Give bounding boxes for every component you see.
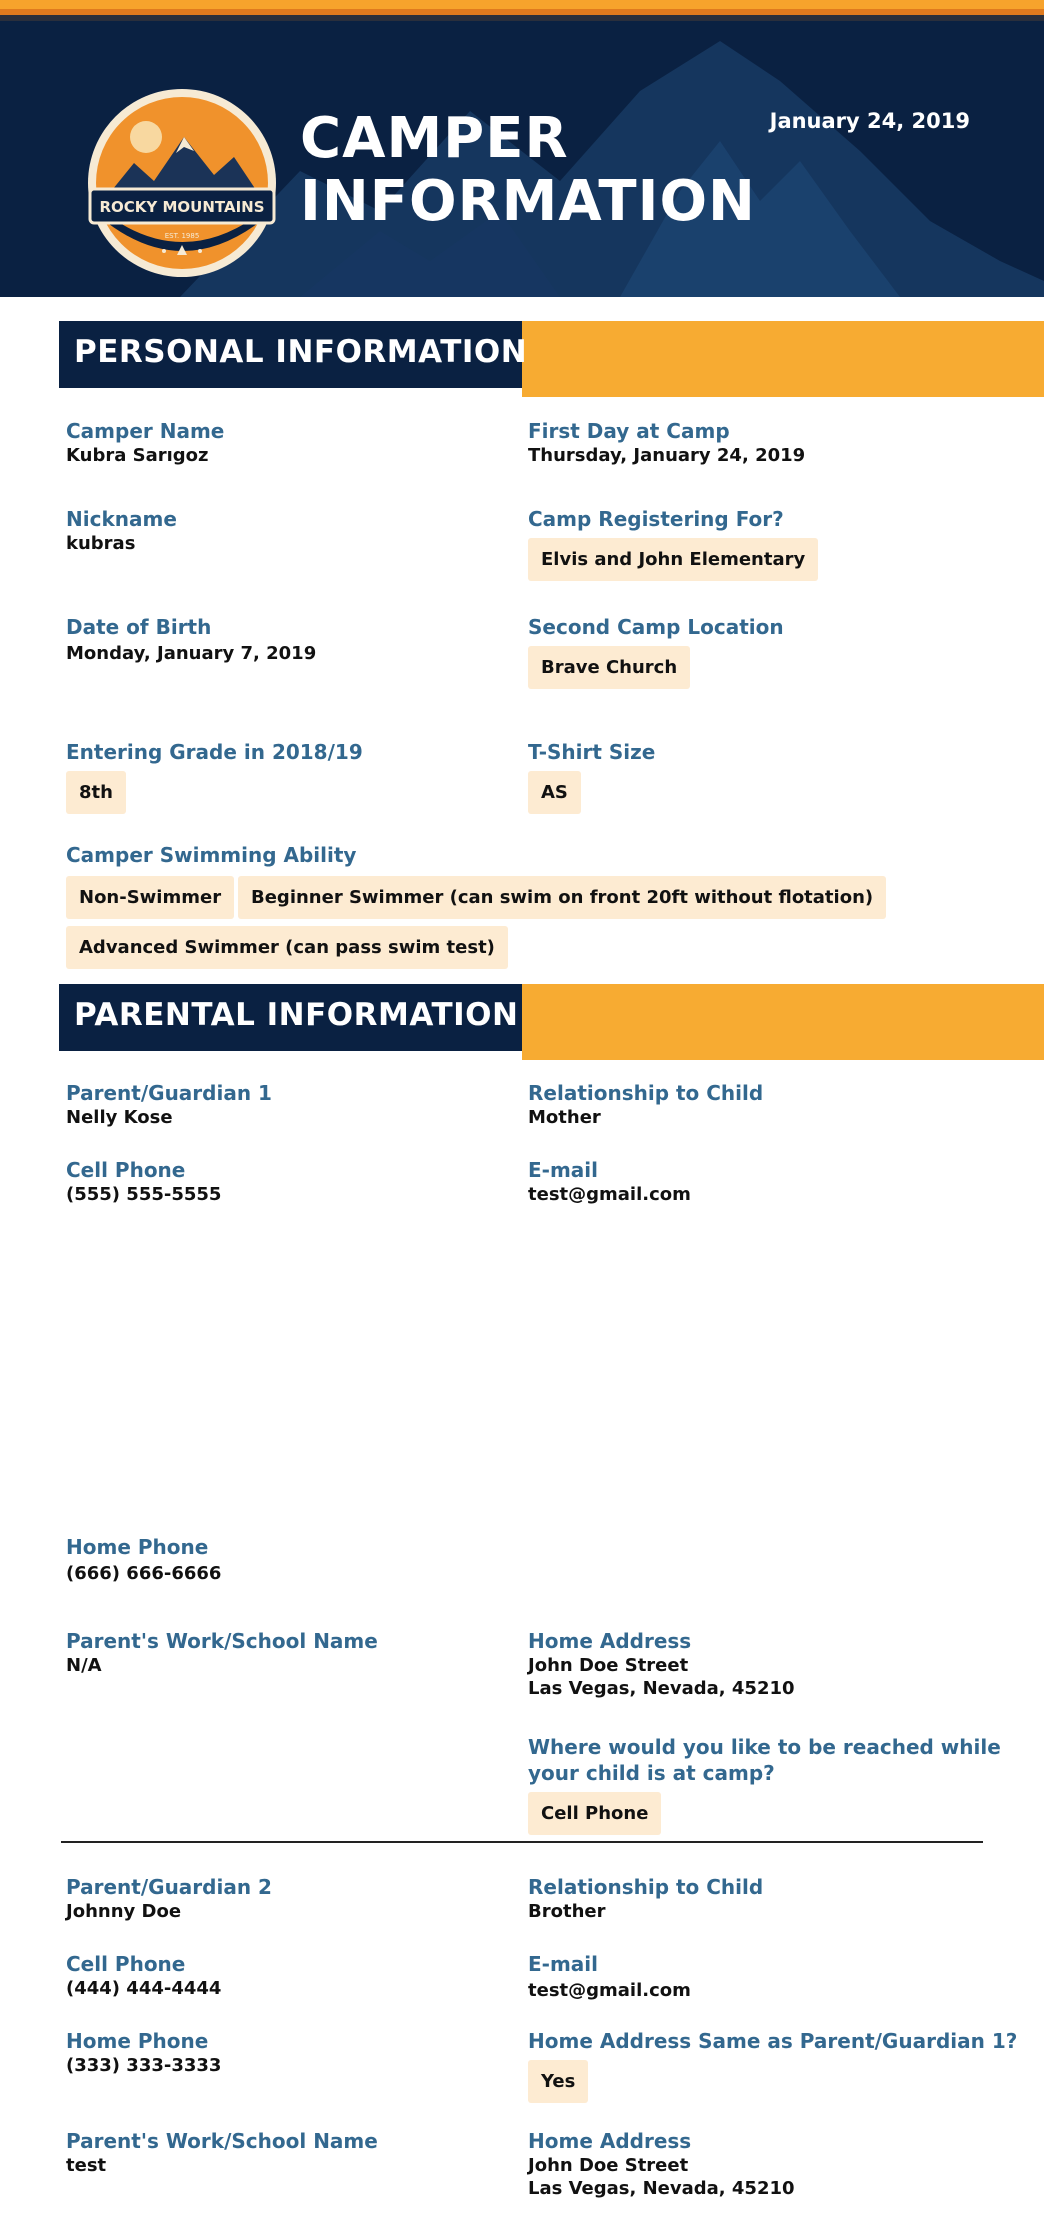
parent2-home-phone-field: Home Phone (333) 333-3333: [66, 2029, 222, 2076]
parent2-email-value: test@gmail.com: [528, 1980, 691, 2001]
title-line-1: CAMPER: [300, 106, 569, 171]
parent2-cell-field: Cell Phone (444) 444-4444: [66, 1952, 222, 1999]
parent1-name-field: Parent/Guardian 1 Nelly Kose: [66, 1081, 272, 1128]
parent1-home-phone-field: Home Phone (666) 666-6666: [66, 1535, 222, 1584]
parent2-name-field: Parent/Guardian 2 Johnny Doe: [66, 1875, 272, 1922]
swim-option-advanced: Advanced Swimmer (can pass swim test): [66, 926, 508, 969]
parent-divider: [61, 1841, 983, 1843]
nickname-value: kubras: [66, 533, 136, 554]
parent2-relationship-field: Relationship to Child Brother: [528, 1875, 764, 1922]
logo-text: ROCKY MOUNTAINS: [99, 198, 265, 216]
grade-field: Entering Grade in 2018/19 8th: [66, 739, 363, 814]
first-day-value: Thursday, January 24, 2019: [528, 445, 806, 466]
parent1-work-field: Parent's Work/School Name N/A: [66, 1629, 378, 1676]
parent2-relationship-value: Brother: [528, 1901, 606, 1922]
parent1-cell-field: Cell Phone (555) 555-5555: [66, 1158, 222, 1205]
swim-option-non-swimmer: Non-Swimmer: [66, 876, 234, 919]
parent2-name-value: Johnny Doe: [66, 1901, 182, 1922]
parent1-email-field: E-mail test@gmail.com: [528, 1158, 691, 1205]
page-title: [300, 107, 756, 233]
parent2-email-field: E-mail test@gmail.com: [528, 1952, 691, 2001]
second-camp-field: Second Camp Location Brave Church: [528, 614, 784, 689]
parent1-relationship-field: Relationship to Child Mother: [528, 1081, 764, 1128]
first-day-field: First Day at Camp Thursday, January 24, 2019: [528, 419, 806, 466]
swim-option-beginner: Beginner Swimmer (can swim on front 20ft without flotation): [238, 876, 886, 919]
page-header: [0, 21, 1044, 297]
parent2-work-value: test: [66, 2155, 107, 2176]
parent1-name-value: Nelly Kose: [66, 1107, 173, 1128]
grade-chip: 8th: [66, 771, 126, 814]
parent1-cell-value: (555) 555-5555: [66, 1184, 222, 1205]
dob-value: Monday, January 7, 2019: [66, 643, 317, 664]
nickname-field: Nickname kubras: [66, 507, 177, 554]
parent2-address-line2: Las Vegas, Nevada, 45210: [528, 2178, 795, 2199]
personal-section-bar: [0, 321, 1044, 397]
parent2-work-field: Parent's Work/School Name test: [66, 2129, 378, 2176]
camp-registering-chip: Elvis and John Elementary: [528, 538, 818, 581]
camper-name-value: Kubra Sarıgoz: [66, 445, 209, 466]
swimming-options-row-1: [66, 876, 234, 919]
parent1-work-value: N/A: [66, 1655, 102, 1676]
title-line-2: INFORMATION: [300, 169, 756, 234]
swimming-options-row-1b: [238, 876, 886, 919]
tshirt-field: T-Shirt Size AS: [528, 739, 655, 814]
rocky-mountains-logo: [84, 85, 280, 281]
top-accent-stripe: [0, 0, 1044, 21]
swimming-field: Camper Swimming Ability: [66, 843, 357, 867]
parent1-relationship-value: Mother: [528, 1107, 601, 1128]
parent2-address-line1: John Doe Street: [528, 2155, 689, 2176]
camper-name-field: Camper Name Kubra Sarıgoz: [66, 419, 225, 466]
parent1-reach-chip: Cell Phone: [528, 1792, 661, 1835]
parent2-cell-value: (444) 444-4444: [66, 1978, 222, 1999]
parent2-address-field: Home Address John Doe Street Las Vegas, Nevada, 45210: [528, 2129, 795, 2199]
parent2-same-address-field: Home Address Same as Parent/Guardian 1? Yes: [528, 2028, 1017, 2103]
parent1-email-value: test@gmail.com: [528, 1184, 691, 1205]
camp-registering-field: Camp Registering For? Elvis and John Elementary: [528, 506, 818, 581]
dob-field: Date of Birth Monday, January 7, 2019: [66, 615, 317, 664]
parent1-address-line1: John Doe Street: [528, 1655, 689, 1676]
parent1-address-field: Home Address John Doe Street Las Vegas, Nevada, 45210: [528, 1629, 795, 1699]
parent2-same-address-chip: Yes: [528, 2060, 588, 2103]
tshirt-chip: AS: [528, 771, 581, 814]
parent1-reach-field: Where would you like to be reached while your child is at camp? Cell Phone: [528, 1734, 1001, 1835]
logo-est: EST. 1985: [164, 232, 200, 240]
second-camp-chip: Brave Church: [528, 646, 690, 689]
header-date: January 24, 2019: [769, 109, 970, 133]
parent1-address-line2: Las Vegas, Nevada, 45210: [528, 1678, 795, 1699]
parental-section-title: PARENTAL INFORMATION: [74, 997, 519, 1033]
parent1-home-phone-value: (666) 666-6666: [66, 1563, 222, 1584]
personal-section-title: PERSONAL INFORMATION: [74, 334, 528, 370]
parent2-home-phone-value: (333) 333-3333: [66, 2055, 222, 2076]
swimming-options-row-2: [66, 926, 508, 969]
parental-section-bar: [0, 984, 1044, 1060]
